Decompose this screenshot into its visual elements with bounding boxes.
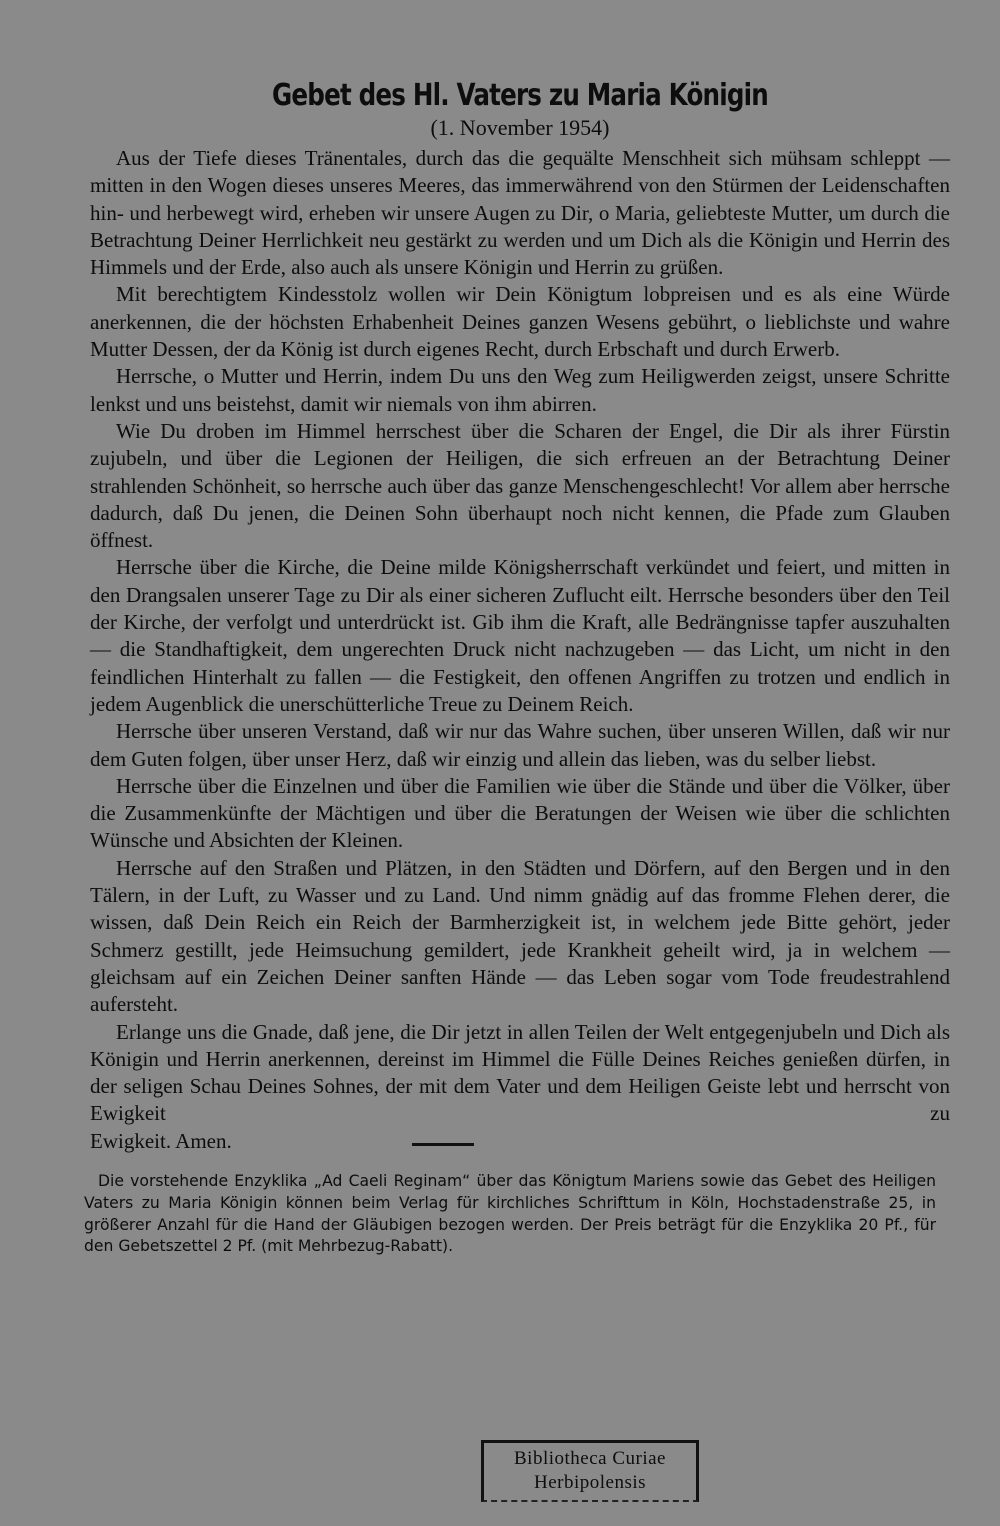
prayer-date: (1. November 1954)	[430, 115, 610, 140]
amen-text: Ewigkeit. Amen.	[90, 1128, 232, 1153]
prayer-paragraph: Herrsche auf den Straßen und Plätzen, in den Städten und Dörfern, auf den Bergen und in den Tälern, in der Luft, zu Wasser und zu Land. Und nimm gnädig auf das fromme Flehen derer, die wissen, daß Dein Reich ein Reich der Barmherzigkeit ist, in welchem jede Bitte gehört, jeder Schmerz gestillt, jede Heimsuchung gemildert, jede Krankheit geheilt wird, ja in welchem — gleichsam auf ein Zeichen Deiner sanften Hände — das Leben sogar vom Tode freudestrahlend aufersteht.	[90, 855, 950, 1017]
publisher-notice: Die vorstehende Enzyklika „Ad Caeli Reginam“ über das Königtum Mariens sowie das Gebet des Heiligen Vaters zu Maria Königin können beim Verlag für kirchliches Schrifttum in Köln, Hochstadenstraße 25, in größerer Anzahl für die Hand der Gläubigen bezogen werden. Der Preis beträgt für die Enzyklika 20 Pf., für den Gebetszettel 2 Pf. (mit Mehrbezug-Rabatt).	[84, 1171, 936, 1256]
prayer-title: Gebet des Hl. Vaters zu Maria Königin	[272, 78, 768, 113]
prayer-paragraph: Herrsche über die Einzelnen und über die Familien wie über die Stände und über die Völker, über die Zusammenkünfte der Mächtigen und über die Beratungen der Weisen wie über die schlichten Wünsche und Absichten der Kleinen.	[90, 773, 950, 853]
amen-line	[90, 1128, 950, 1155]
prayer-paragraph: Herrsche über die Kirche, die Deine milde Königsherrschaft verkündet und feiert, und mitten in den Drangsalen unserer Tage zu Dir als einer sicheren Zuflucht eilt. Herrsche besonders über den Teil der Kirche, der verfolgt und unterdrückt ist. Gib ihm die Kraft, alle Bedrängnisse tapfer auszuhalten — die Standhaftigkeit, dem ungerechten Druck nicht nachzugeben — das Licht, um nicht in den feindlichen Hinterhalt zu fallen — die Festigkeit, den offenen Angriffen zu trotzen und endlich in jedem Augenblick die unerschütterliche Treue zu Deinem Reich.	[90, 555, 950, 716]
stamp-line-2: Herbipolensis	[533, 1472, 647, 1493]
prayer-paragraph: Herrsche über unseren Verstand, daß wir nur das Wahre suchen, über unseren Willen, daß wir nur dem Guten folgen, über unser Herz, daß wir einzig und allein das lieben, was du selber liebst.	[90, 719, 950, 771]
prayer-paragraph: Wie Du droben im Himmel herrschest über die Scharen der Engel, die Dir als ihrer Fürstin zujubeln, und über die Legionen der Heiligen, die sich erfreuen an der Betrachtung Deiner strahlenden Schönheit, so herrsche auch über das ganze Menschengeschlecht! Vor allem aber herrsche dadurch, daß Du jenen, die Deinen Sohn überhaupt noch nicht kennen, die Pfade zum Glauben öffnest.	[90, 418, 950, 553]
prayer-paragraph-final: Erlange uns die Gnade, daß jene, die Dir jetzt in allen Teilen der Welt entgegenjubeln und Dich als Königin und Herrin anerkennen, dereinst im Himmel die Fülle Deines Reiches genießen dürfen, in der seligen Schau Deines Sohnes, der mit dem Vater und dem Heiligen Geiste lebt und herrscht von Ewigkeit zu	[90, 1019, 950, 1126]
library-stamp	[481, 1440, 699, 1502]
stamp-line-1: Bibliotheca Curiae	[514, 1448, 666, 1469]
prayer-paragraph: Mit berechtigtem Kindesstolz wollen wir Dein Königtum lobpreisen und es als eine Würde anerkennen, die der höchsten Erhabenheit Deines ganzen Wesens gebührt, o lieblichste und wahre Mutter Dessen, der da König ist durch eigenes Recht, durch Erbschaft und durch Erwerb.	[90, 282, 950, 362]
prayer-paragraph: Herrsche, o Mutter und Herrin, indem Du uns den Weg zum Heiligwerden zeigst, unsere Schritte lenkst und uns beistehst, damit wir niemals von ihm abirren.	[90, 364, 950, 416]
separator-rule	[412, 1143, 474, 1146]
prayer-paragraph: Aus der Tiefe dieses Tränentales, durch das die gequälte Menschheit sich mühsam schleppt — mitten in den Wogen dieses unseres Meeres, das immerwährend von den Stürmen der Leidenschaften hin- und herbewegt wird, erheben wir unsere Augen zu Dir, o Maria, geliebteste Mutter, um durch die Betrachtung Deiner Herrlichkeit neu gestärkt zu werden und um Dich als die Königin und Herrin des Himmels und der Erde, also auch als unsere Königin und Herrin zu grüßen.	[90, 146, 950, 280]
prayer-body	[90, 145, 950, 1155]
document-page	[84, 78, 950, 1258]
